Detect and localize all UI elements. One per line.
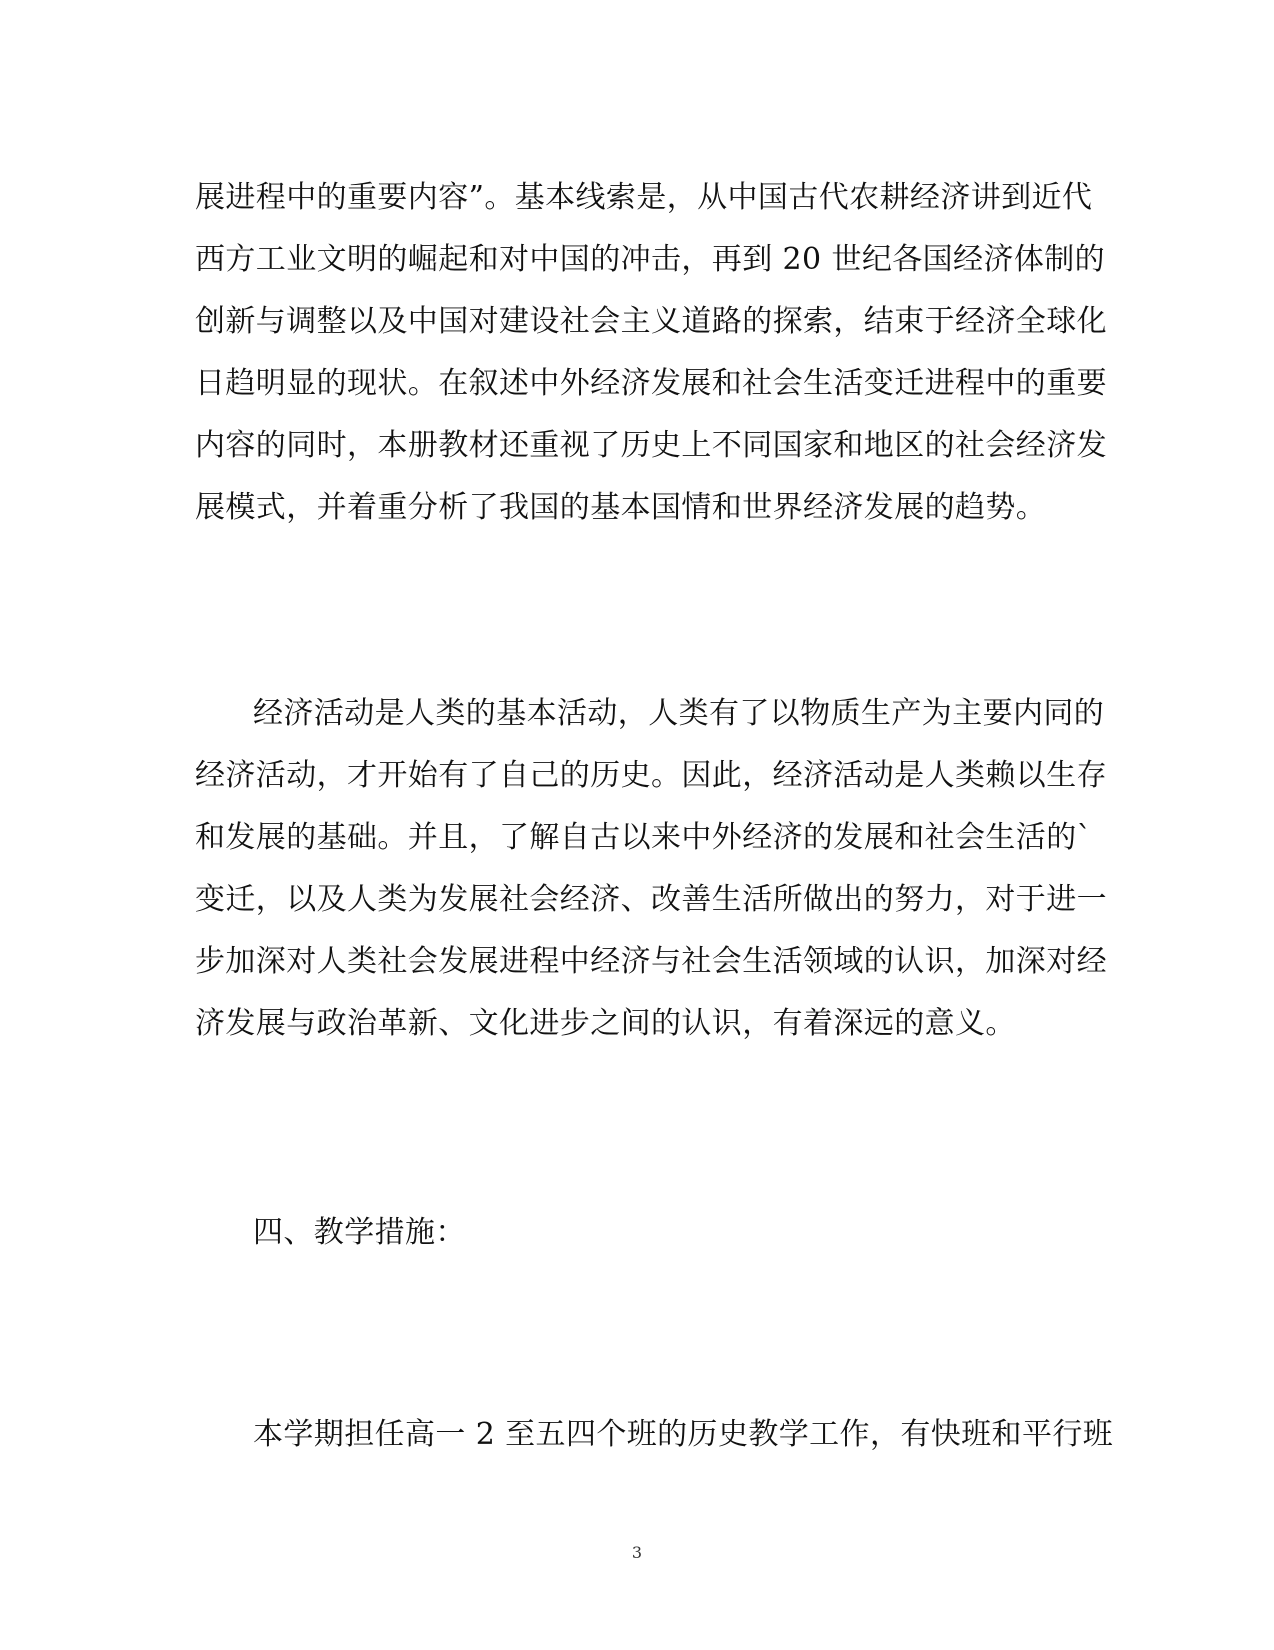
section-heading xyxy=(195,1202,1075,1264)
paragraph xyxy=(195,1404,1114,1466)
text-line: 日趋明显的现状。在叙述中外经济发展和社会生活变迁进程中的重要 xyxy=(195,366,1107,401)
text-line: 西方工业文明的崛起和对中国的冲击，再到 20 世纪各国经济体制的 xyxy=(195,242,1106,277)
text-line: 展模式，并着重分析了我国的基本国情和世界经济发展的趋势。 xyxy=(195,490,1047,525)
text-line: 和发展的基础。并且，了解自古以来中外经济的发展和社会生活的` xyxy=(195,820,1092,855)
text-line: 济发展与政治革新、文化进步之间的认识，有着深远的意义。 xyxy=(195,1006,1016,1041)
text-line: 展进程中的重要内容”。基本线索是，从中国古代农耕经济讲到近代 xyxy=(195,180,1093,215)
text-line: 经济活动，才开始有了自己的历史。因此，经济活动是人类赖以生存 xyxy=(195,758,1107,793)
text-line: 本学期担任高一 2 至五四个班的历史教学工作，有快班和平行班 xyxy=(253,1417,1114,1452)
text-line: 创新与调整以及中国对建设社会主义道路的探索，结束于经济全球化 xyxy=(195,304,1107,339)
text-line: 经济活动是人类的基本活动，人类有了以物质生产为主要内同的 xyxy=(253,696,1105,731)
text-line: 内容的同时，本册教材还重视了历史上不同国家和地区的社会经济发 xyxy=(195,428,1107,463)
text-line: 步加深对人类社会发展进程中经济与社会生活领域的认识，加深对经 xyxy=(195,944,1107,979)
paragraph xyxy=(195,683,1107,1055)
paragraph xyxy=(195,167,1107,539)
text-line: 变迁，以及人类为发展社会经济、改善生活所做出的努力，对于进一 xyxy=(195,882,1107,917)
page-number: 3 xyxy=(631,1543,643,1562)
section-heading-text: 四、教学措施： xyxy=(253,1215,466,1250)
